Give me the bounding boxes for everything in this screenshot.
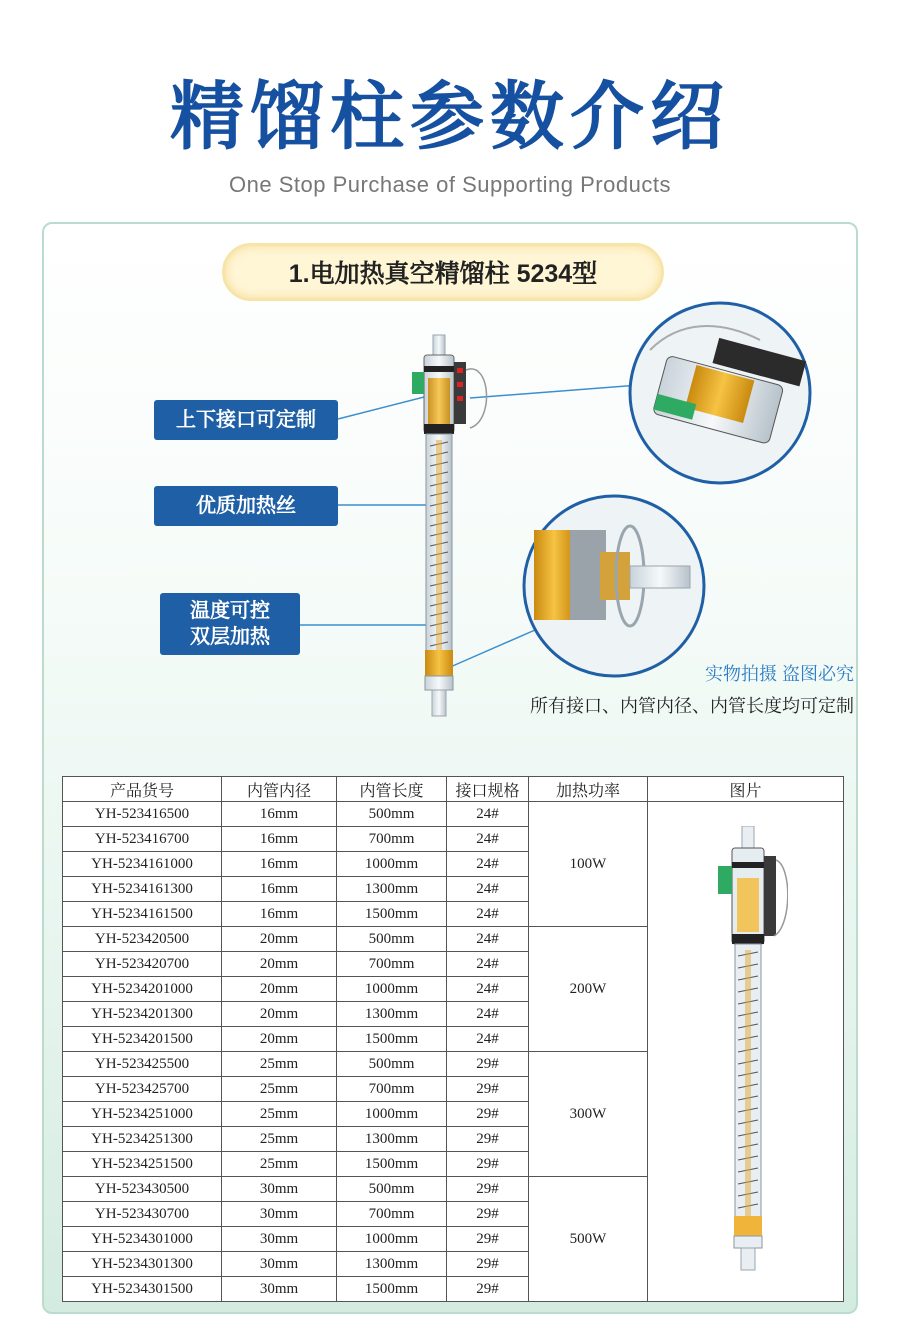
zoom-heating-wire [524,496,704,676]
joint-spec-cell: 29# [447,1077,529,1102]
inner-length-cell: 500mm [337,802,447,827]
product-code-cell: YH-523420700 [63,952,222,977]
inner-length-cell: 500mm [337,1052,447,1077]
joint-spec-cell: 24# [447,827,529,852]
joint-spec-cell: 29# [447,1227,529,1252]
product-code-cell: YH-5234251000 [63,1102,222,1127]
table-header-row [63,777,844,802]
product-code-cell: YH-5234161300 [63,877,222,902]
joint-spec-cell: 24# [447,1002,529,1027]
inner-diameter-cell: 25mm [222,1077,337,1102]
callout-label: 温度可控 [190,600,270,622]
column-header: 接口规格 [447,777,529,802]
inner-diameter-cell: 20mm [222,1002,337,1027]
inner-diameter-cell: 20mm [222,927,337,952]
heating-power-cell: 300W [529,1052,648,1177]
joint-spec-cell: 24# [447,877,529,902]
joint-spec-cell: 29# [447,1152,529,1177]
joint-spec-cell: 29# [447,1252,529,1277]
inner-diameter-cell: 30mm [222,1252,337,1277]
inner-diameter-cell: 20mm [222,977,337,1002]
product-code-cell: YH-5234301000 [63,1227,222,1252]
joint-spec-cell: 29# [447,1052,529,1077]
inner-diameter-cell: 25mm [222,1127,337,1152]
product-code-cell: YH-523425500 [63,1052,222,1077]
product-code-cell: YH-523416700 [63,827,222,852]
inner-length-cell: 500mm [337,927,447,952]
joint-spec-cell: 24# [447,802,529,827]
joint-spec-cell: 29# [447,1102,529,1127]
callout-temperature [160,593,300,655]
inner-length-cell: 700mm [337,1077,447,1102]
inner-diameter-cell: 25mm [222,1102,337,1127]
inner-diameter-cell: 16mm [222,827,337,852]
joint-spec-cell: 24# [447,977,529,1002]
column-header: 内管长度 [337,777,447,802]
inner-diameter-cell: 16mm [222,852,337,877]
joint-spec-cell: 29# [447,1177,529,1202]
joint-spec-cell: 24# [447,952,529,977]
inner-diameter-cell: 20mm [222,952,337,977]
product-code-cell: YH-5234161000 [63,852,222,877]
heating-power-cell: 500W [529,1177,648,1302]
inner-length-cell: 1500mm [337,1152,447,1177]
product-code-cell: YH-523416500 [63,802,222,827]
page-subtitle: One Stop Purchase of Supporting Products [229,172,671,197]
joint-spec-cell: 29# [447,1277,529,1302]
page-title: 精馏柱参数介绍 [170,75,730,158]
inner-diameter-cell: 30mm [222,1202,337,1227]
column-header: 内管内径 [222,777,337,802]
heating-power-cell: 100W [529,802,648,927]
inner-diameter-cell: 16mm [222,902,337,927]
callout-heating-wire [154,486,338,526]
column-body [412,335,487,716]
inner-length-cell: 500mm [337,1177,447,1202]
inner-diameter-cell: 25mm [222,1152,337,1177]
photo-note: 实物拍摄 盗图必究 [704,664,854,684]
inner-length-cell: 1000mm [337,1102,447,1127]
column-header: 产品货号 [63,777,222,802]
product-heading: 1.电加热真空精馏柱 5234型 [288,260,598,288]
product-code-cell: YH-523420500 [63,927,222,952]
customization-note: 所有接口、内管内径、内管长度均可定制 [530,696,854,716]
product-photo [708,826,788,1272]
inner-diameter-cell: 30mm [222,1227,337,1252]
product-code-cell: YH-523430700 [63,1202,222,1227]
product-code-cell: YH-5234201300 [63,1002,222,1027]
inner-diameter-cell: 30mm [222,1277,337,1302]
product-code-cell: YH-523425700 [63,1077,222,1102]
callout-label: 上下接口可定制 [176,409,316,431]
inner-diameter-cell: 16mm [222,877,337,902]
inner-length-cell: 1000mm [337,1227,447,1252]
product-code-cell: YH-5234201500 [63,1027,222,1052]
inner-length-cell: 700mm [337,1202,447,1227]
inner-length-cell: 700mm [337,827,447,852]
inner-length-cell: 1300mm [337,1002,447,1027]
callout-label: 双层加热 [190,626,270,648]
column-header: 加热功率 [529,777,648,802]
inner-length-cell: 1500mm [337,1277,447,1302]
product-code-cell: YH-5234201000 [63,977,222,1002]
inner-diameter-cell: 30mm [222,1177,337,1202]
inner-length-cell: 1000mm [337,852,447,877]
inner-length-cell: 1300mm [337,877,447,902]
heating-power-cell: 200W [529,927,648,1052]
inner-diameter-cell: 20mm [222,1027,337,1052]
joint-spec-cell: 29# [447,1127,529,1152]
joint-spec-cell: 24# [447,927,529,952]
inner-length-cell: 1000mm [337,977,447,1002]
product-code-cell: YH-5234161500 [63,902,222,927]
product-code-cell: YH-5234251500 [63,1152,222,1177]
inner-length-cell: 700mm [337,952,447,977]
product-code-cell: YH-523430500 [63,1177,222,1202]
callout-custom-joints [154,400,338,440]
joint-spec-cell: 29# [447,1202,529,1227]
product-code-cell: YH-5234251300 [63,1127,222,1152]
joint-spec-cell: 24# [447,852,529,877]
inner-diameter-cell: 25mm [222,1052,337,1077]
joint-spec-cell: 24# [447,902,529,927]
inner-length-cell: 1500mm [337,1027,447,1052]
product-code-cell: YH-5234301500 [63,1277,222,1302]
product-code-cell: YH-5234301300 [63,1252,222,1277]
inner-length-cell: 1300mm [337,1127,447,1152]
column-header: 图片 [648,777,844,802]
table-row [63,802,844,827]
inner-length-cell: 1300mm [337,1252,447,1277]
callout-label: 优质加热丝 [196,495,296,517]
zoom-top-joint [630,303,810,483]
joint-spec-cell: 24# [447,1027,529,1052]
inner-length-cell: 1500mm [337,902,447,927]
inner-diameter-cell: 16mm [222,802,337,827]
